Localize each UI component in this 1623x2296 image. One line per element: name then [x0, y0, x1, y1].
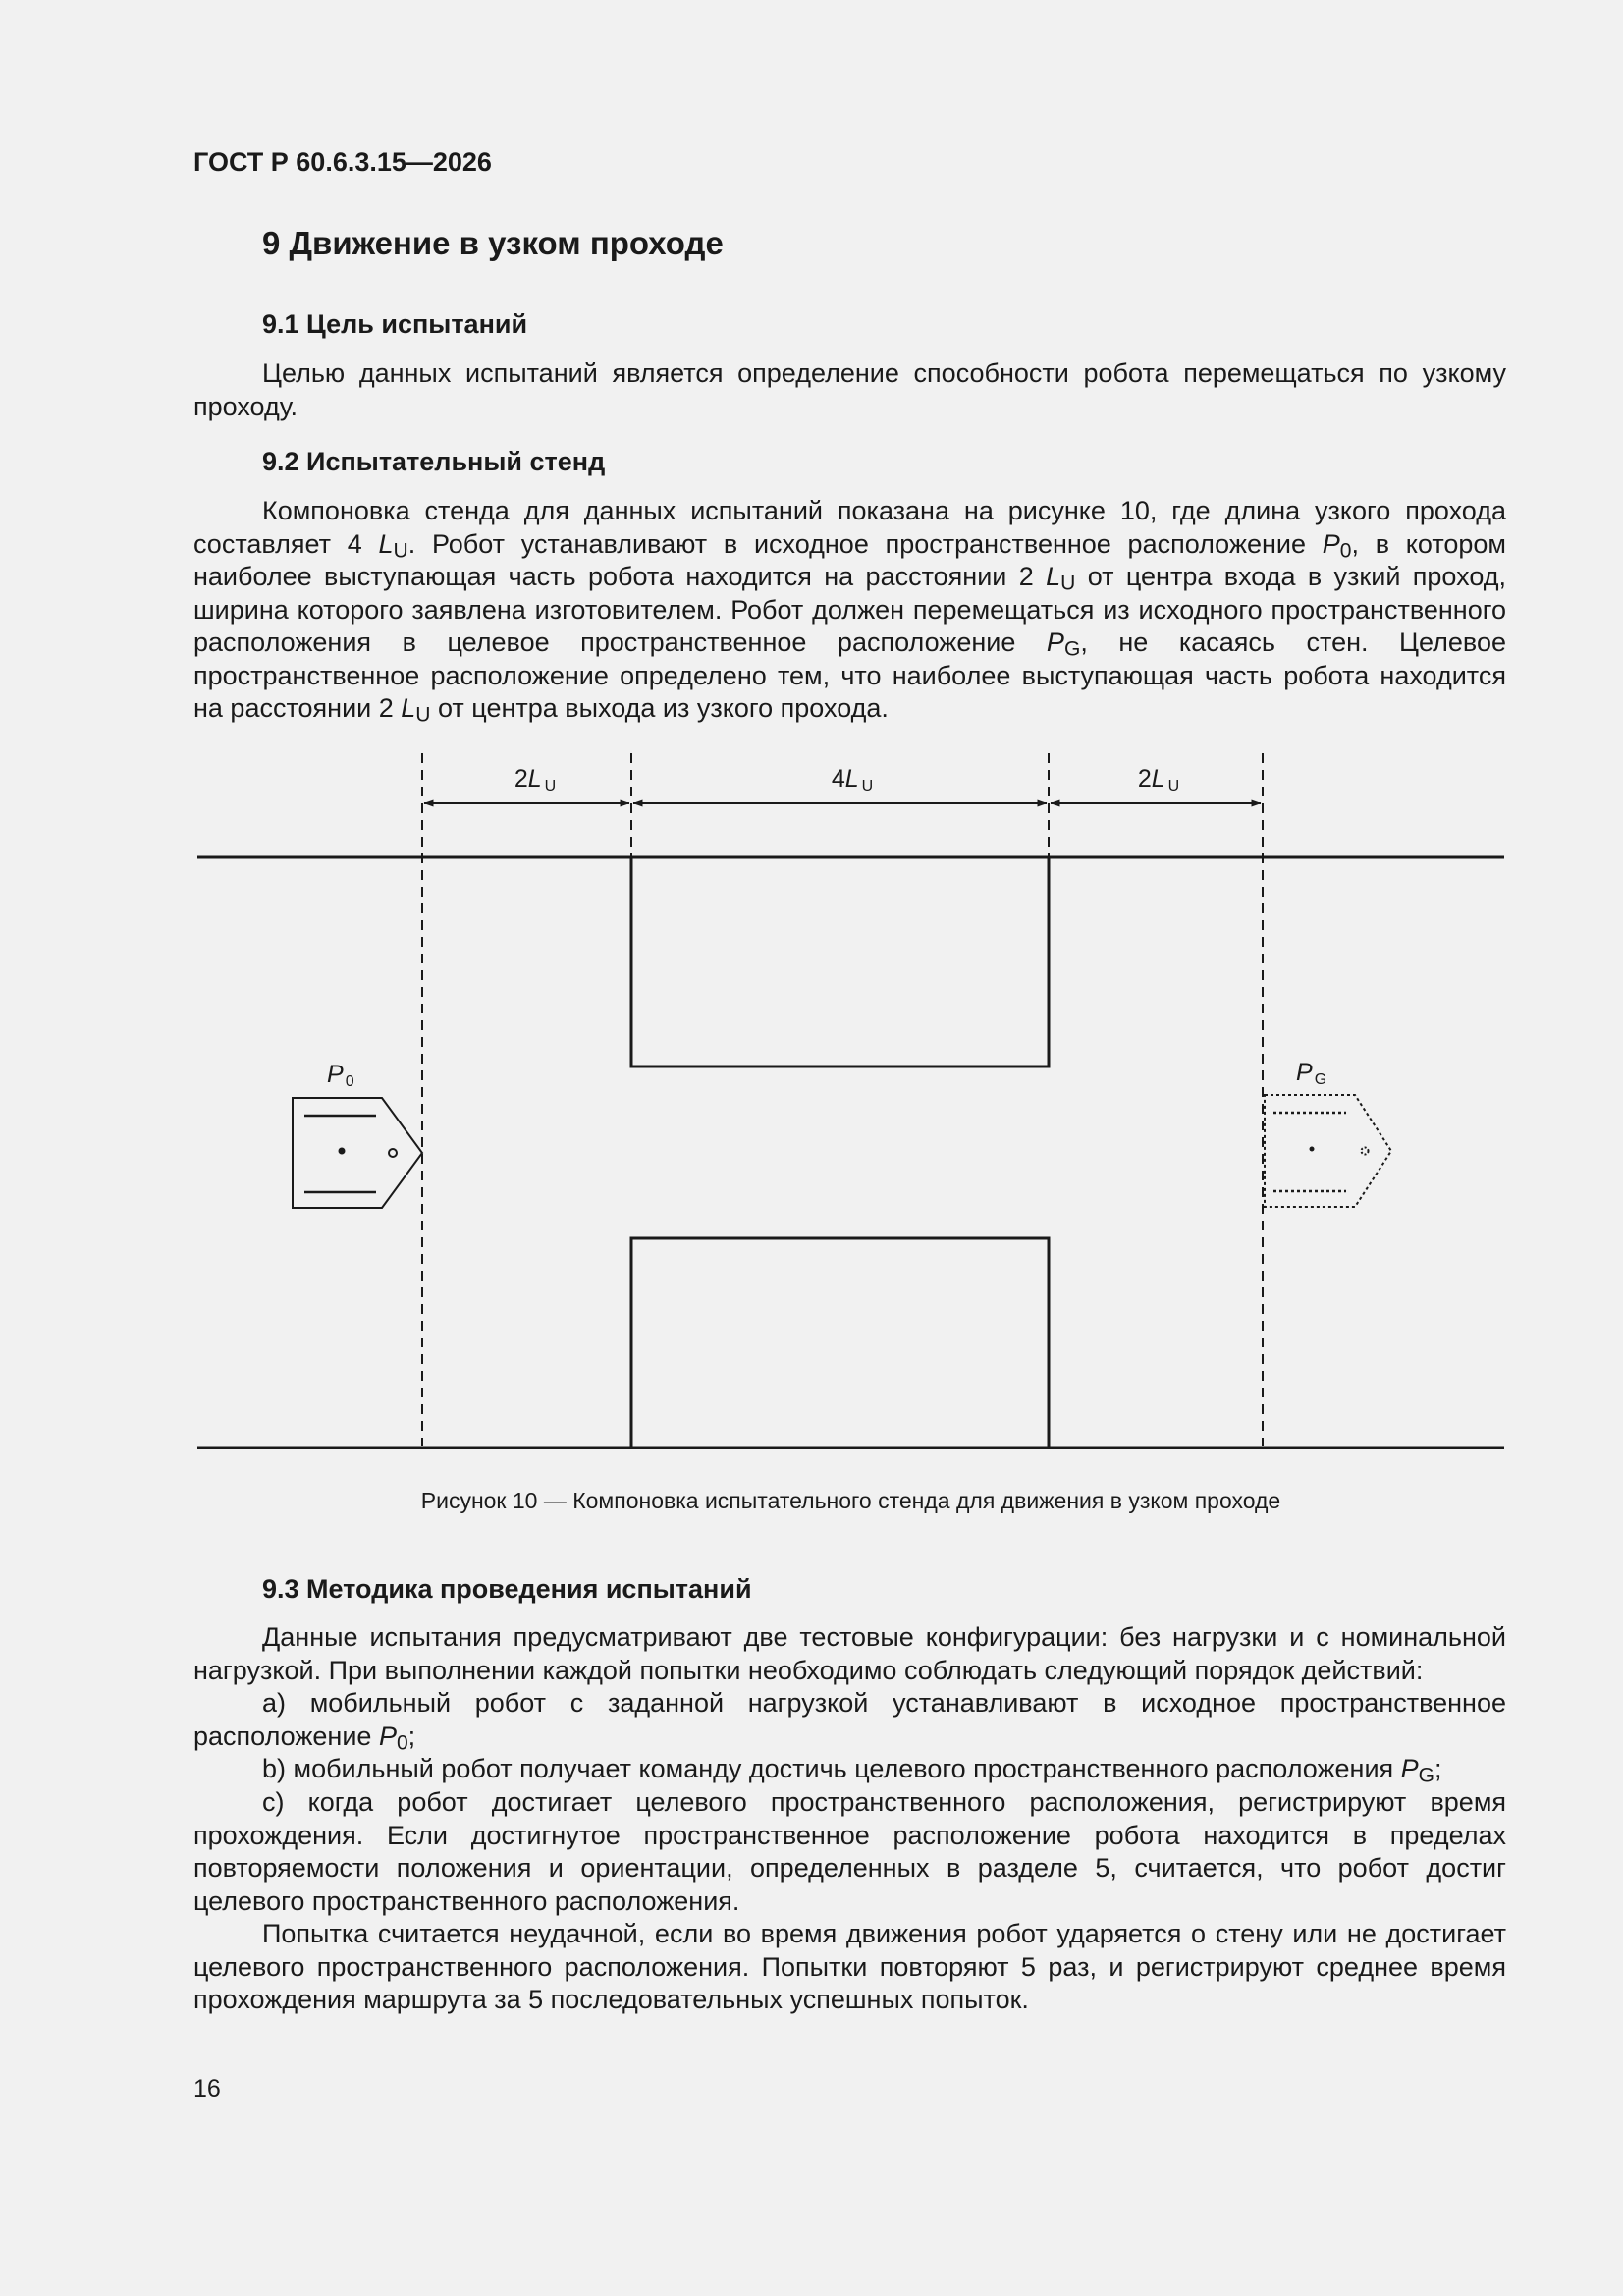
text-run: от центра входа в узкий проход, ширина которого заявлена изготовителем. Робот должен перемещаться из исходного пространственного расположения в целевое пространственное расположение: [193, 562, 1506, 657]
symbol-P: P: [1400, 1754, 1419, 1783]
text-run: ;: [407, 1721, 416, 1751]
document-code: ГОСТ Р 60.6.3.15—2026: [193, 147, 492, 177]
subscript-U: U: [1060, 572, 1076, 595]
symbol-L: L: [378, 528, 394, 559]
text-run: , не касаясь стен. Целевое пространственное расположение определено тем, что наиболее выступающая часть робота находится на расстоянии 2: [193, 628, 1506, 723]
list-item-b: [193, 1753, 1506, 1786]
dimension-label-left: 2L U: [514, 765, 557, 794]
figure-caption: Рисунок 10 — Компоновка испытательного стенда для движения в узком проходе: [420, 1488, 1281, 1513]
list-item-c-text: с) когда робот достигает целевого пространственного расположения, регистрируют время прохождения. Если достигнутое пространственное расположение робота находится в пределах повторяемости положения и ориентации, определенных в разделе 5, считается, что робот достиг целевого пространственного расположения.: [193, 1787, 1506, 1916]
subscript-0: 0: [1339, 539, 1352, 563]
paragraph-9-3-failure-text: Попытка считается неудачной, если во время движения робот ударяется о стену или не достигает целевого пространственного расположения. Попытки повторяют 5 раз, и регистрируют среднее время прохождения маршрута за 5 последовательных успешных попыток.: [193, 1919, 1506, 2014]
subsection-heading-9-1: 9.1 Цель испытаний: [262, 309, 528, 339]
robot-goal-position: [1265, 1095, 1391, 1207]
symbol-L: L: [1046, 562, 1061, 591]
list-item-a-text: а) мобильный робот с заданной нагрузкой устанавливают в исходное пространственное расположение: [193, 1688, 1506, 1751]
section-title-text: Движение в узком проходе: [289, 225, 724, 261]
list-item-c: [193, 1786, 1506, 1918]
text-run: ;: [1434, 1754, 1442, 1783]
lower-obstacle: [631, 1238, 1049, 1448]
text-run: , в котором наиболее выступающая часть робота находится на расстоянии 2: [193, 528, 1506, 591]
text-run: . Робот устанавливают в исходное пространственное расположение: [407, 528, 1323, 559]
robot-start-position: [293, 1098, 422, 1208]
label-p0: P 0: [327, 1061, 354, 1090]
text-run: от центра выхода из узкого прохода.: [430, 693, 889, 723]
list-item-a: [193, 1687, 1506, 1753]
dimension-label-middle: 4L U: [831, 765, 874, 794]
dimension-label-right: 2L U: [1137, 765, 1180, 794]
symbol-P: P: [378, 1721, 397, 1751]
section-number: 9: [262, 225, 281, 261]
paragraph-9-3-intro: [193, 1621, 1506, 1687]
subscript-G: G: [1063, 637, 1081, 661]
paragraph-9-3-intro-text: Данные испытания предусматривают две тестовые конфигурации: без нагрузки и с номинальной нагрузкой. При выполнении каждой попытки необходимо соблюдать следующий порядок действий:: [193, 1622, 1506, 1685]
page-number: 16: [193, 2075, 221, 2103]
subscript-G: G: [1418, 1764, 1435, 1787]
symbol-P: P: [1046, 628, 1064, 657]
text-run: Компоновка стенда для данных испытаний показана на рисунке 10, где длина узкого прохода составляет 4: [193, 496, 1506, 559]
paragraph-9-3-failure: [193, 1918, 1506, 2017]
subsection-heading-9-2: 9.2 Испытательный стенд: [262, 447, 606, 476]
subscript-0: 0: [396, 1731, 408, 1755]
symbol-L: L: [401, 693, 416, 723]
paragraph-9-1-text: Целью данных испытаний является определение способности робота перемещаться по узкому проходу.: [193, 358, 1506, 421]
subscript-U: U: [393, 539, 408, 563]
list-item-b-text: b) мобильный робот получает команду достичь целевого пространственного расположения: [262, 1754, 1401, 1783]
label-pg: P G: [1296, 1059, 1327, 1088]
upper-obstacle: [631, 857, 1049, 1066]
subsection-heading-9-3: 9.3 Методика проведения испытаний: [262, 1574, 752, 1604]
subscript-U: U: [415, 703, 431, 727]
symbol-P: P: [1322, 528, 1340, 559]
